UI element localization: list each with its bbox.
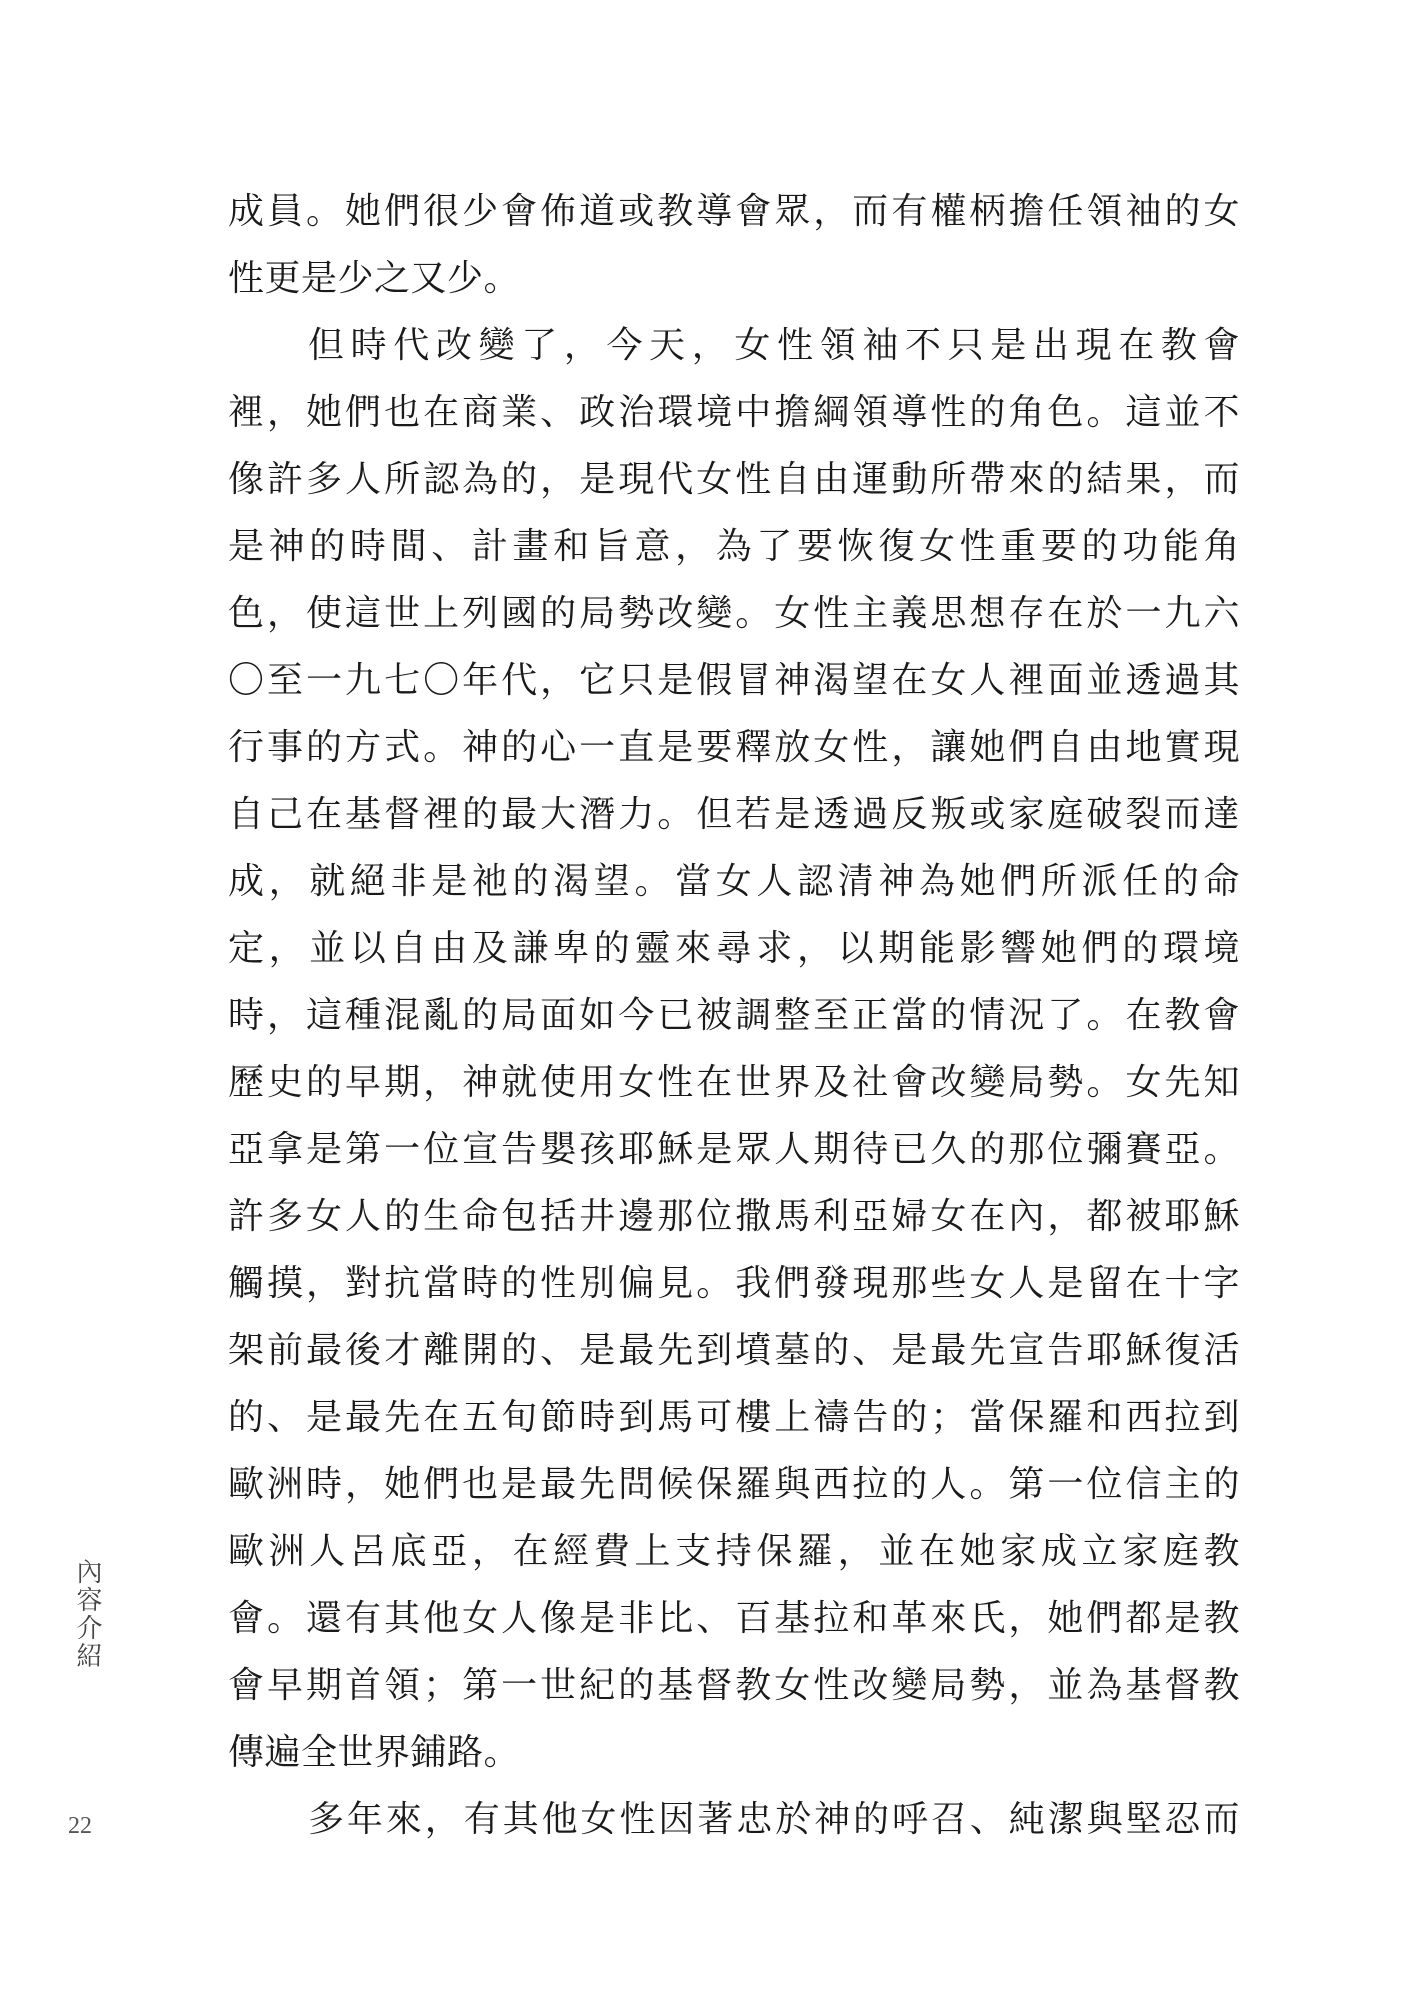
text-line: 傳遍全世界鋪路。 [228,1732,521,1773]
text-line: 時，這種混亂的局面如今已被調整至正當的情況了。在教會 [228,995,1240,1036]
body-text [228,178,1240,1853]
text-line: 多年來，有其他女性因著忠於神的呼召、純潔與堅忍而 [308,1799,1240,1840]
text-line: 歷史的早期，神就使用女性在世界及社會改變局勢。女先知 [228,1062,1240,1103]
text-line: 自己在基督裡的最大潛力。但若是透過反叛或家庭破裂而達 [228,794,1240,835]
text-line: 成員。她們很少會佈道或教導會眾，而有權柄擔任領袖的女 [228,191,1240,232]
text-line: 定，並以自由及謙卑的靈來尋求，以期能影響她們的環境 [228,928,1240,969]
text-line: 歐洲人呂底亞，在經費上支持保羅，並在她家成立家庭教 [228,1531,1240,1572]
text-line: 成，就絕非是祂的渴望。當女人認清神為她們所派任的命 [228,861,1240,902]
text-line: 像許多人所認為的，是現代女性自由運動所帶來的結果，而 [228,459,1240,500]
text-line: 的、是最先在五旬節時到馬可樓上禱告的；當保羅和西拉到 [228,1397,1240,1438]
text-line: 觸摸，對抗當時的性別偏見。我們發現那些女人是留在十字 [228,1263,1240,1304]
text-line: 會。還有其他女人像是非比、百基拉和革來氏，她們都是教 [228,1598,1240,1639]
running-head: 內容介紹 [72,1558,102,1670]
text-line: 〇至一九七〇年代，它只是假冒神渴望在女人裡面並透過其 [228,660,1240,701]
text-line: 亞拿是第一位宣告嬰孩耶穌是眾人期待已久的那位彌賽亞。 [228,1129,1240,1170]
page-number: 22 [68,1813,92,1839]
text-line: 架前最後才離開的、是最先到墳墓的、是最先宣告耶穌復活 [228,1330,1240,1371]
text-line: 是神的時間、計畫和旨意，為了要恢復女性重要的功能角 [228,526,1240,567]
text-line: 會早期首領；第一世紀的基督教女性改變局勢，並為基督教 [228,1665,1240,1706]
text-line: 性更是少之又少。 [228,258,521,299]
text-line: 許多女人的生命包括井邊那位撒馬利亞婦女在內，都被耶穌 [228,1196,1240,1237]
text-line: 行事的方式。神的心一直是要釋放女性，讓她們自由地實現 [228,727,1240,768]
text-line: 色，使這世上列國的局勢改變。女性主義思想存在於一九六 [228,593,1240,634]
text-line: 裡，她們也在商業、政治環境中擔綱領導性的角色。這並不 [228,392,1240,433]
text-line: 但時代改變了，今天，女性領袖不只是出現在教會 [308,325,1240,366]
text-line: 歐洲時，她們也是最先問候保羅與西拉的人。第一位信主的 [228,1464,1240,1505]
